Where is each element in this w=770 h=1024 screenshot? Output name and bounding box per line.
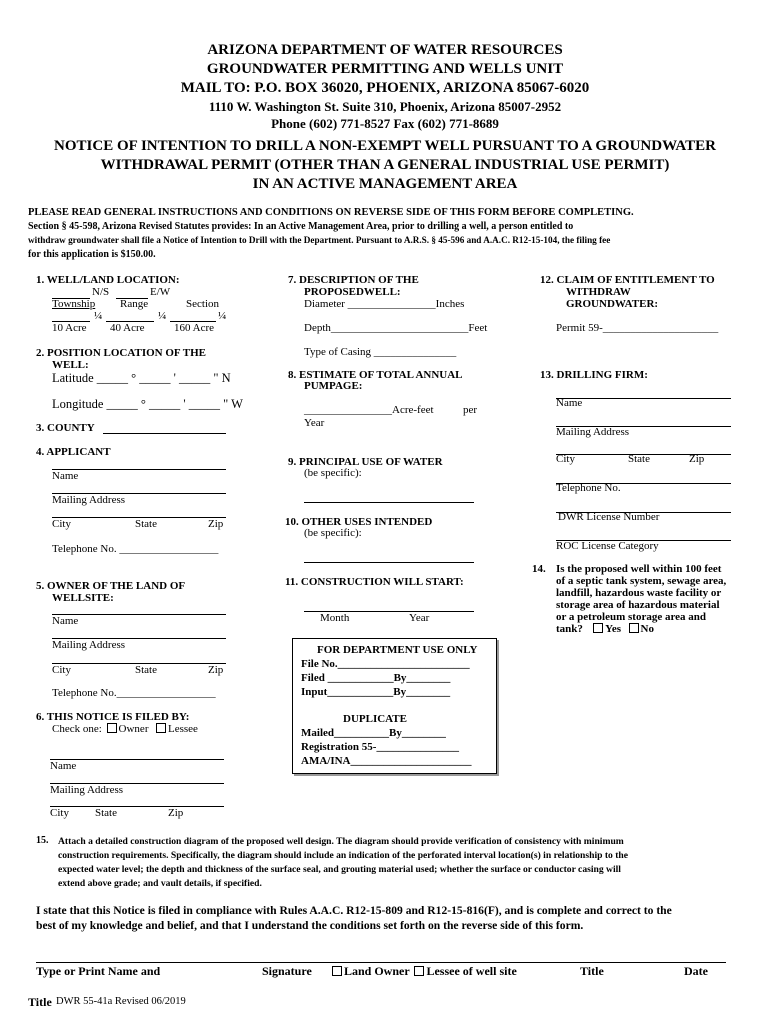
certification-line2: best of my knowledge and belief, and that I understand the conditions set forth on the reverse side of this form. [36, 919, 584, 932]
acre-160-label: 160 Acre [174, 322, 215, 334]
owner-state-label: State [135, 664, 157, 676]
owner-option-label: Owner [118, 723, 149, 735]
check-one-label: Check one: [52, 723, 102, 735]
section-10-title: 10. OTHER USES INTENDED [285, 516, 433, 528]
dept-use-title: FOR DEPARTMENT USE ONLY [317, 644, 478, 656]
footer-title: Title [28, 995, 52, 1009]
section-14-line6 [556, 623, 654, 636]
section-15-number: 15. [36, 835, 49, 846]
section-12-title-cont2: GROUNDWATER: [566, 298, 659, 310]
depth-field[interactable]: Depth_________________________Feet [304, 322, 488, 334]
owner-phone-field[interactable]: Telephone No.__________________ [52, 687, 216, 699]
firm-phone-label: Telephone No. [556, 482, 621, 494]
section-2-title: 2. POSITION LOCATION OF THE [36, 347, 207, 359]
instructions-text-2: withdraw groundwater shall file a Notice of Intention to Drill with the Department. Pursuant to A.R.S. § 45-596 and A.A.C. R12-15-104, the filing fee [28, 235, 611, 245]
section-6-title: 6. THIS NOTICE IS FILED BY: [36, 711, 190, 723]
input-field[interactable]: Input____________By________ [301, 686, 451, 698]
department-use-box [292, 638, 497, 774]
section-15-line1: Attach a detailed construction diagram of the proposed well design. The diagram should provide verification of consistency with minimum [58, 836, 624, 847]
owner-city-label: City [52, 664, 71, 676]
lessee-checkbox[interactable] [156, 723, 166, 733]
filed-by-check [52, 723, 198, 736]
diameter-field[interactable]: Diameter ________________Inches [304, 298, 465, 310]
agency-name: ARIZONA DEPARTMENT OF WATER RESOURCES [207, 42, 563, 58]
applicant-zip-label: Zip [208, 518, 224, 530]
yes-label: Yes [605, 623, 622, 635]
date-label: Date [684, 964, 708, 978]
unit-name: GROUNDWATER PERMITTING AND WELLS UNIT [206, 61, 564, 77]
file-no-field[interactable]: File No.________________________ [301, 658, 470, 670]
ama-ina-field[interactable]: AMA/INA______________________ [301, 755, 472, 767]
acre-40-label: 40 Acre [110, 322, 145, 334]
section-8-title: 8. ESTIMATE OF TOTAL ANNUAL [288, 369, 463, 381]
section-14-line1: Is the proposed well within 100 feet [556, 563, 722, 575]
no-label: No [640, 623, 654, 635]
acre-10-label: 10 Acre [52, 322, 87, 334]
section-10-sub: (be specific): [304, 527, 362, 539]
instructions-text-3: for this application is $150.00. [28, 249, 156, 260]
section-label: Section [186, 298, 219, 310]
section-14-line4: storage area of hazardous material [556, 599, 720, 611]
latitude-field[interactable]: Latitude _____ ° _____ ' _____ " N [52, 371, 231, 385]
filer-mailing-label: Mailing Address [50, 784, 124, 796]
quarter-3: ¼ [218, 310, 227, 322]
permit-field[interactable]: Permit 59-_____________________ [556, 322, 719, 334]
certification-line1: I state that this Notice is filed in compliance with Rules A.A.C. R12-15-809 and R12-15-816(F), and is complete and correct to the [36, 904, 672, 917]
applicant-mailing-label: Mailing Address [52, 494, 126, 506]
instructions-heading: PLEASE READ GENERAL INSTRUCTIONS AND CONDITIONS ON REVERSE SIDE OF THIS FORM BEFORE COMPLETING. [28, 207, 634, 218]
lessee-option-label: Lessee [167, 723, 198, 735]
firm-zip-label: Zip [689, 453, 705, 465]
firm-city-label: City [556, 453, 575, 465]
firm-state-label: State [628, 453, 650, 465]
township-label: Township [52, 298, 96, 310]
no-checkbox[interactable] [629, 623, 639, 633]
quarter-2: ¼ [158, 310, 167, 322]
filer-name-label: Name [50, 760, 77, 772]
applicant-name-label: Name [52, 470, 79, 482]
principal-use-field[interactable] [304, 502, 474, 503]
section-14-number: 14. [532, 563, 546, 575]
acre-feet-field[interactable]: ________________Acre-feet [304, 404, 434, 416]
section-15-line3: expected water level; the depth and thickness of the surface seal, and grouting material used; whether the surface or conductor casing will [58, 864, 621, 875]
casing-type-field[interactable]: Type of Casing _______________ [304, 346, 457, 358]
street-address: 1110 W. Washington St. Suite 310, Phoenix, Arizona 85007-2952 [208, 99, 562, 114]
section-7-title-cont: PROPOSEDWELL: [304, 286, 401, 298]
applicant-state-label: State [135, 518, 157, 530]
instructions-text-1: Section § 45-598, Arizona Revised Statutes provides: In an Active Management Area, prior to drilling a well, a person entitled to [28, 221, 574, 232]
owner-name-label: Name [52, 615, 79, 627]
longitude-field[interactable]: Longitude _____ ° _____ ' _____ " W [52, 397, 243, 411]
owner-mailing-label: Mailing Address [52, 639, 126, 651]
form-title-line3: IN AN ACTIVE MANAGEMENT AREA [252, 176, 518, 192]
county-field[interactable] [103, 433, 226, 434]
applicant-city-label: City [52, 518, 71, 530]
ew-label: E/W [150, 286, 171, 298]
filer-city-field[interactable] [50, 806, 224, 807]
mailed-field[interactable]: Mailed__________By________ [301, 727, 446, 739]
month-label: Month [320, 612, 350, 624]
section-9-sub: (be specific): [304, 467, 362, 479]
duplicate-label: DUPLICATE [343, 713, 407, 725]
firm-name-label: Name [556, 397, 583, 409]
section-13-title: 13. DRILLING FIRM: [540, 369, 648, 381]
section-2-title-cont: WELL: [52, 359, 89, 371]
year-start-label: Year [409, 612, 430, 624]
roc-license-label: ROC License Category [556, 540, 659, 552]
form-number: DWR 55-41a Revised 06/2019 [56, 996, 186, 1007]
section-3-title: 3. COUNTY [36, 422, 95, 434]
section-14-line2: of a septic tank system, sewage area, [556, 575, 727, 587]
section-15-line4: extend above grade; and vault details, if specified. [58, 878, 262, 889]
print-name-label: Type or Print Name and [36, 964, 161, 978]
applicant-phone-field[interactable]: Telephone No. __________________ [52, 543, 219, 555]
filer-city-label: City [50, 807, 69, 819]
form-title-line1: NOTICE OF INTENTION TO DRILL A NON-EXEMPT WELL PURSUANT TO A GROUNDWATER [54, 138, 716, 154]
phone-fax: Phone (602) 771-8527 Fax (602) 771-8689 [271, 116, 499, 131]
section-5-title-cont: WELLSITE: [52, 592, 114, 604]
section-1-title: 1. WELL/LAND LOCATION: [36, 274, 180, 286]
section-5-title: 5. OWNER OF THE LAND OF [36, 580, 186, 592]
registration-field[interactable]: Registration 55-_______________ [301, 741, 459, 753]
dwr-license-label: DWR License Number [558, 511, 660, 523]
other-uses-field[interactable] [304, 562, 474, 563]
year-label: Year [304, 417, 325, 429]
firm-mailing-label: Mailing Address [556, 426, 630, 438]
per-label: per [463, 404, 478, 416]
filer-state-label: State [95, 807, 117, 819]
section-12-title-cont: WITHDRAW [566, 286, 631, 298]
signature-line[interactable] [36, 962, 726, 963]
land-owner-checkbox[interactable] [332, 966, 342, 976]
section-9-title: 9. PRINCIPAL USE OF WATER [288, 456, 443, 468]
lessee-site-label: Lessee of well site [426, 964, 517, 978]
section-7-title: 7. DESCRIPTION OF THE [288, 274, 419, 286]
owner-checkbox[interactable] [107, 723, 117, 733]
section-8-title-cont: PUMPAGE: [304, 380, 363, 392]
filer-zip-label: Zip [168, 807, 184, 819]
section-4-title: 4. APPLICANT [36, 446, 111, 458]
filed-field[interactable]: Filed ____________By________ [301, 672, 451, 684]
range-label: Range [120, 298, 149, 310]
signature-label: Signature [262, 964, 312, 978]
land-owner-label: Land Owner [344, 964, 410, 978]
mailing-address: MAIL TO: P.O. BOX 36020, PHOENIX, ARIZONA 85067-6020 [180, 80, 590, 96]
signer-role [330, 964, 517, 979]
form-title-line2: WITHDRAWAL PERMIT (OTHER THAN A GENERAL INDUSTRIAL USE PERMIT) [100, 157, 670, 173]
section-14-line3: landfill, hazardous waste facility or [556, 587, 722, 599]
section-11-title: 11. CONSTRUCTION WILL START: [285, 576, 464, 588]
lessee-site-checkbox[interactable] [414, 966, 424, 976]
section-14-line5: or a petroleum storage area and [556, 611, 707, 623]
title-label: Title [580, 964, 604, 978]
ns-label: N/S [92, 286, 110, 298]
quarter-1: ¼ [94, 310, 103, 322]
tank-question: tank? [556, 623, 583, 635]
owner-zip-label: Zip [208, 664, 224, 676]
section-12-title: 12. CLAIM OF ENTITLEMENT TO [540, 274, 715, 286]
yes-checkbox[interactable] [593, 623, 603, 633]
section-15-line2: construction requirements. Specifically, the diagram should include an indication of the perforated interval location(s) in relationship to the [58, 850, 629, 861]
